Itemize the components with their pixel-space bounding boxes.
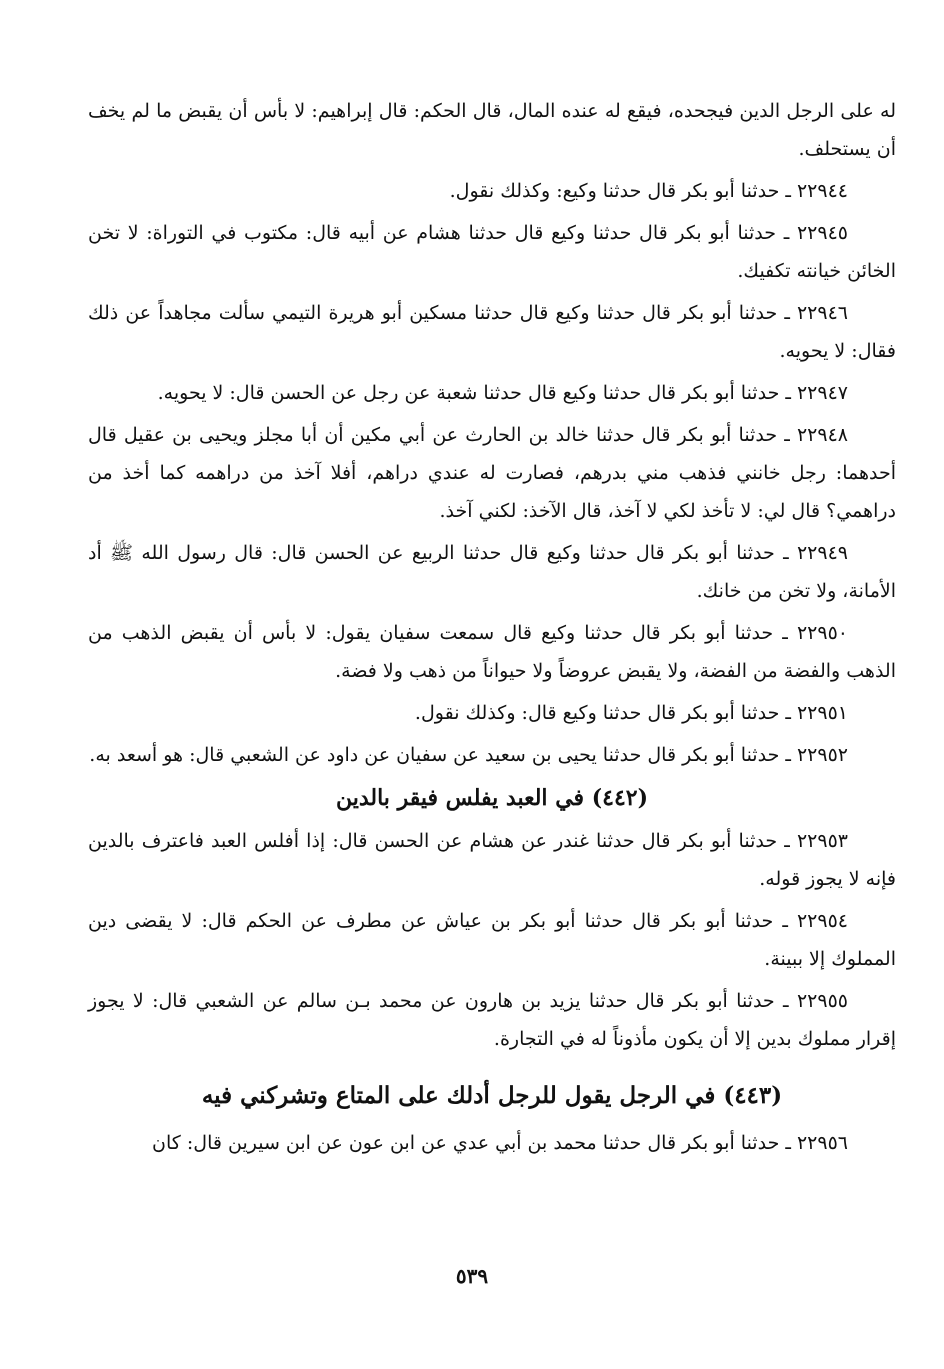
hadith-22950: ٢٢٩٥٠ ـ حدثنا أبو بكر قال حدثنا وكيع قال سمعت سفيان يقول: لا بأس أن يقبض الذهب من الذهب والفضة من الفضة، ولا يقبض عروضاً ولا حيواناً من ذهب ولا فضة. — [88, 622, 896, 682]
continuation-paragraph: له على الرجل الدين فيجحده، فيقع له عنده المال، قال الحكم: قال إبراهيم: لا بأس أن يقبض ما لم يخف أن يستحلف. — [88, 100, 896, 160]
hadith-22949: ٢٢٩٤٩ ـ حدثنا أبو بكر قال حدثنا وكيع قال حدثنا الربيع عن الحسن قال: قال رسول الله ﷺ أد الأمانة، ولا تخن من خانك. — [88, 542, 896, 602]
chapter-heading-443: (٤٤٣) في الرجل يقول للرجل أدلك على المتاع وتشركني فيه — [201, 1082, 783, 1109]
hadith-22951: ٢٢٩٥١ ـ حدثنا أبو بكر قال حدثنا وكيع قال: وكذلك نقول. — [414, 702, 848, 724]
hadith-22947: ٢٢٩٤٧ ـ حدثنا أبو بكر قال حدثنا وكيع قال حدثنا شعبة عن رجل عن الحسن قال: لا يحويه. — [157, 382, 848, 404]
hadith-22956: ٢٢٩٥٦ ـ حدثنا أبو بكر قال حدثنا محمد بن أبي عدي عن ابن عون عن ابن سيرين قال: كان — [152, 1132, 848, 1154]
page-number: ٥٣٩ — [455, 1264, 489, 1288]
hadith-22953: ٢٢٩٥٣ ـ حدثنا أبو بكر قال حدثنا غندر عن هشام عن الحسن قال: إذا أفلس العبد فاعترف بالدين فإنه لا يجوز قوله. — [88, 830, 896, 890]
hadith-22948: ٢٢٩٤٨ ـ حدثنا أبو بكر قال حدثنا خالد بن الحارث عن أبي مكين أن أبا مجلز ويحيى بن عقيل قال أحدهما: رجل خانني فذهب مني بدرهم، فصارت له عندي دراهم، أفلا آخذ من دراهمه كما أخذ من دراهمي؟ قال لي: لا تأخذ لكي لا آخذ، قال الآخذ: لكني آخذ. — [88, 424, 896, 522]
hadith-22954: ٢٢٩٥٤ ـ حدثنا أبو بكر قال حدثنا أبو بكر بن عياش عن مطرف عن الحكم قال: لا يقضى دين المملوك إلا ببينة. — [88, 910, 896, 970]
page-body — [88, 92, 896, 1166]
hadith-22946: ٢٢٩٤٦ ـ حدثنا أبو بكر قال حدثنا وكيع قال حدثنا مسكين أبو هريرة التيمي سألت مجاهداً عن ذلك فقال: لا يحويه. — [88, 302, 896, 362]
hadith-22944: ٢٢٩٤٤ ـ حدثنا أبو بكر قال حدثنا وكيع: وكذلك نقول. — [449, 180, 848, 202]
hadith-22945: ٢٢٩٤٥ ـ حدثنا أبو بكر قال حدثنا وكيع قال حدثنا هشام عن أبيه قال: مكتوب في التوراة: لا تخن الخائن خيانته تكفيك. — [88, 222, 896, 282]
hadith-22955: ٢٢٩٥٥ ـ حدثنا أبو بكر قال حدثنا يزيد بن هارون عن محمد بـن سالم عن الشعبي قال: لا يجوز إقرار مملوك بدين إلا أن يكون مأذوناً له في التجارة. — [88, 990, 896, 1050]
hadith-22952: ٢٢٩٥٢ ـ حدثنا أبو بكر قال حدثنا يحيى بن سعيد عن سفيان عن داود عن الشعبي قال: هو أسعد به. — [89, 744, 848, 766]
chapter-heading-442: (٤٤٢) في العبد يفلس فيقر بالدين — [335, 785, 648, 811]
